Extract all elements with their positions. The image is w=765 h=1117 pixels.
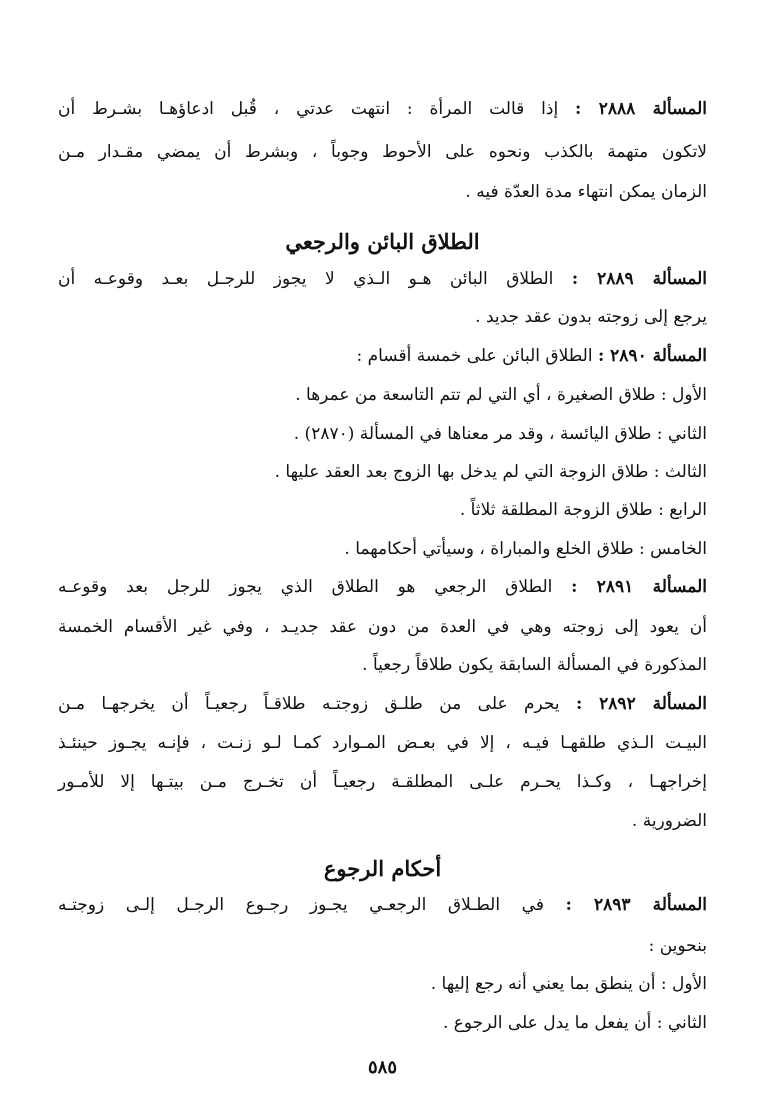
text-line-4 <box>58 267 707 291</box>
text-line-18 <box>632 809 707 833</box>
text-line-5 <box>475 305 707 329</box>
text-line-15-body: يحرم على من طلـق زوجتـه طلاقـاً رجعيـاً أن يخرجهـا مـن <box>58 694 576 714</box>
text-line-7-body: الأول : طلاق الصغيرة ، أي التي لم تتم التاسعة من عمرها . <box>295 385 707 405</box>
text-line-8 <box>294 422 707 446</box>
text-line-17 <box>58 770 707 794</box>
text-line-1 <box>58 97 707 121</box>
section-heading-return-rules: أحكام الرجوع <box>323 856 442 881</box>
text-line-9-body: الثالث : طلاق الزوجة التي لم يدخل بها الزوج بعد العقد عليها . <box>274 462 707 482</box>
text-line-11-body: الخامس : طلاق الخلع والمباراة ، وسيأتي أحكامهما . <box>344 539 707 559</box>
text-line-3-body: الزمان يمكن انتهاء مدة العدّة فيه . <box>465 182 707 202</box>
text-line-12-body: الطلاق الرجعي هو الطلاق الذي يجوز للرجل بعد وقوعـه <box>58 577 572 597</box>
text-line-5-body: يرجع إلى زوجته بدون عقد جديد . <box>475 307 707 327</box>
text-line-3 <box>465 180 707 204</box>
text-line-9 <box>275 460 707 484</box>
text-line-14-body: المذكورة في المسألة السابقة يكون طلاقاً رجعياً . <box>362 655 707 675</box>
text-line-13-body: أن يعود إلى زوجته وهي في العدة من دون عقد جديـد ، وفي غير الأقسام الخمسة <box>58 617 707 637</box>
text-line-4-body: الطلاق البائن هـو الـذي لا يجوز للرجـل بعـد وقوعـه أن <box>58 269 572 289</box>
text-line-19 <box>58 893 707 917</box>
text-line-7 <box>295 383 707 407</box>
issue-label-2888: المسألة ٢٨٨٨ : <box>575 99 708 119</box>
text-line-10-body: الرابع : طلاق الزوجة المطلقة ثلاثاً . <box>459 500 707 520</box>
text-line-2 <box>58 140 707 164</box>
issue-label-2890: المسألة ٢٨٩٠ : <box>597 346 707 366</box>
text-line-12 <box>58 575 707 599</box>
text-line-16-body: البيـت الـذي طلقهـا فيـه ، إلا في بعـض المـوارد كمـا لـو زنـت ، فإنـه يجـوز حينئـذ <box>58 733 707 753</box>
text-line-22-body: الثاني : أن يفعل ما يدل على الرجوع . <box>442 1013 707 1033</box>
page-number: ٥٨٥ <box>367 1057 397 1078</box>
text-line-16 <box>58 731 707 755</box>
text-line-1-body: إذا قالت المرأة : انتهت عدتي ، قُبل ادعاؤهـا بشـرط أن <box>58 99 576 119</box>
text-line-10 <box>460 498 707 522</box>
text-line-21 <box>431 972 707 996</box>
text-line-2-body: لاتكون متهمة بالكذب ونحوه على الأحوط وجوباً ، وبشرط أن يمضي مقـدار مـن <box>58 142 707 162</box>
issue-label-2893: المسألة ٢٨٩٣ : <box>565 895 708 915</box>
text-line-13 <box>58 615 707 639</box>
text-line-18-body: الضرورية . <box>631 811 707 831</box>
text-line-19-body: في الطـلاق الرجعـي يجـوز رجـوع الرجـل إلـى زوجتـه <box>58 895 566 915</box>
text-line-11 <box>344 537 707 561</box>
issue-label-2891: المسألة ٢٨٩١ : <box>571 577 707 597</box>
text-line-8-body: الثاني : طلاق اليائسة ، وقد مر معناها في المسألة (٢٨٧٠) . <box>293 424 707 444</box>
text-line-20 <box>649 934 707 958</box>
text-line-17-body: إخراجهـا ، وكـذا يحـرم علـى المطلقـة رجعيـاً أن تخـرج مـن بيتـها إلا للأمـور <box>58 772 707 792</box>
text-line-22 <box>443 1011 707 1035</box>
text-line-21-body: الأول : أن ينطق بما يعني أنه رجع إليها . <box>430 974 707 994</box>
text-line-14 <box>362 653 707 677</box>
text-line-20-body: بنحوين : <box>648 936 707 956</box>
section-heading-divorce-types: الطلاق البائن والرجعي <box>285 229 480 254</box>
text-line-15 <box>58 692 707 716</box>
text-line-6 <box>356 344 707 368</box>
issue-label-2889: المسألة ٢٨٨٩ : <box>571 269 707 289</box>
issue-label-2892: المسألة ٢٨٩٢ : <box>575 694 707 714</box>
text-line-6-body: الطلاق البائن على خمسة أقسام : <box>356 346 598 366</box>
